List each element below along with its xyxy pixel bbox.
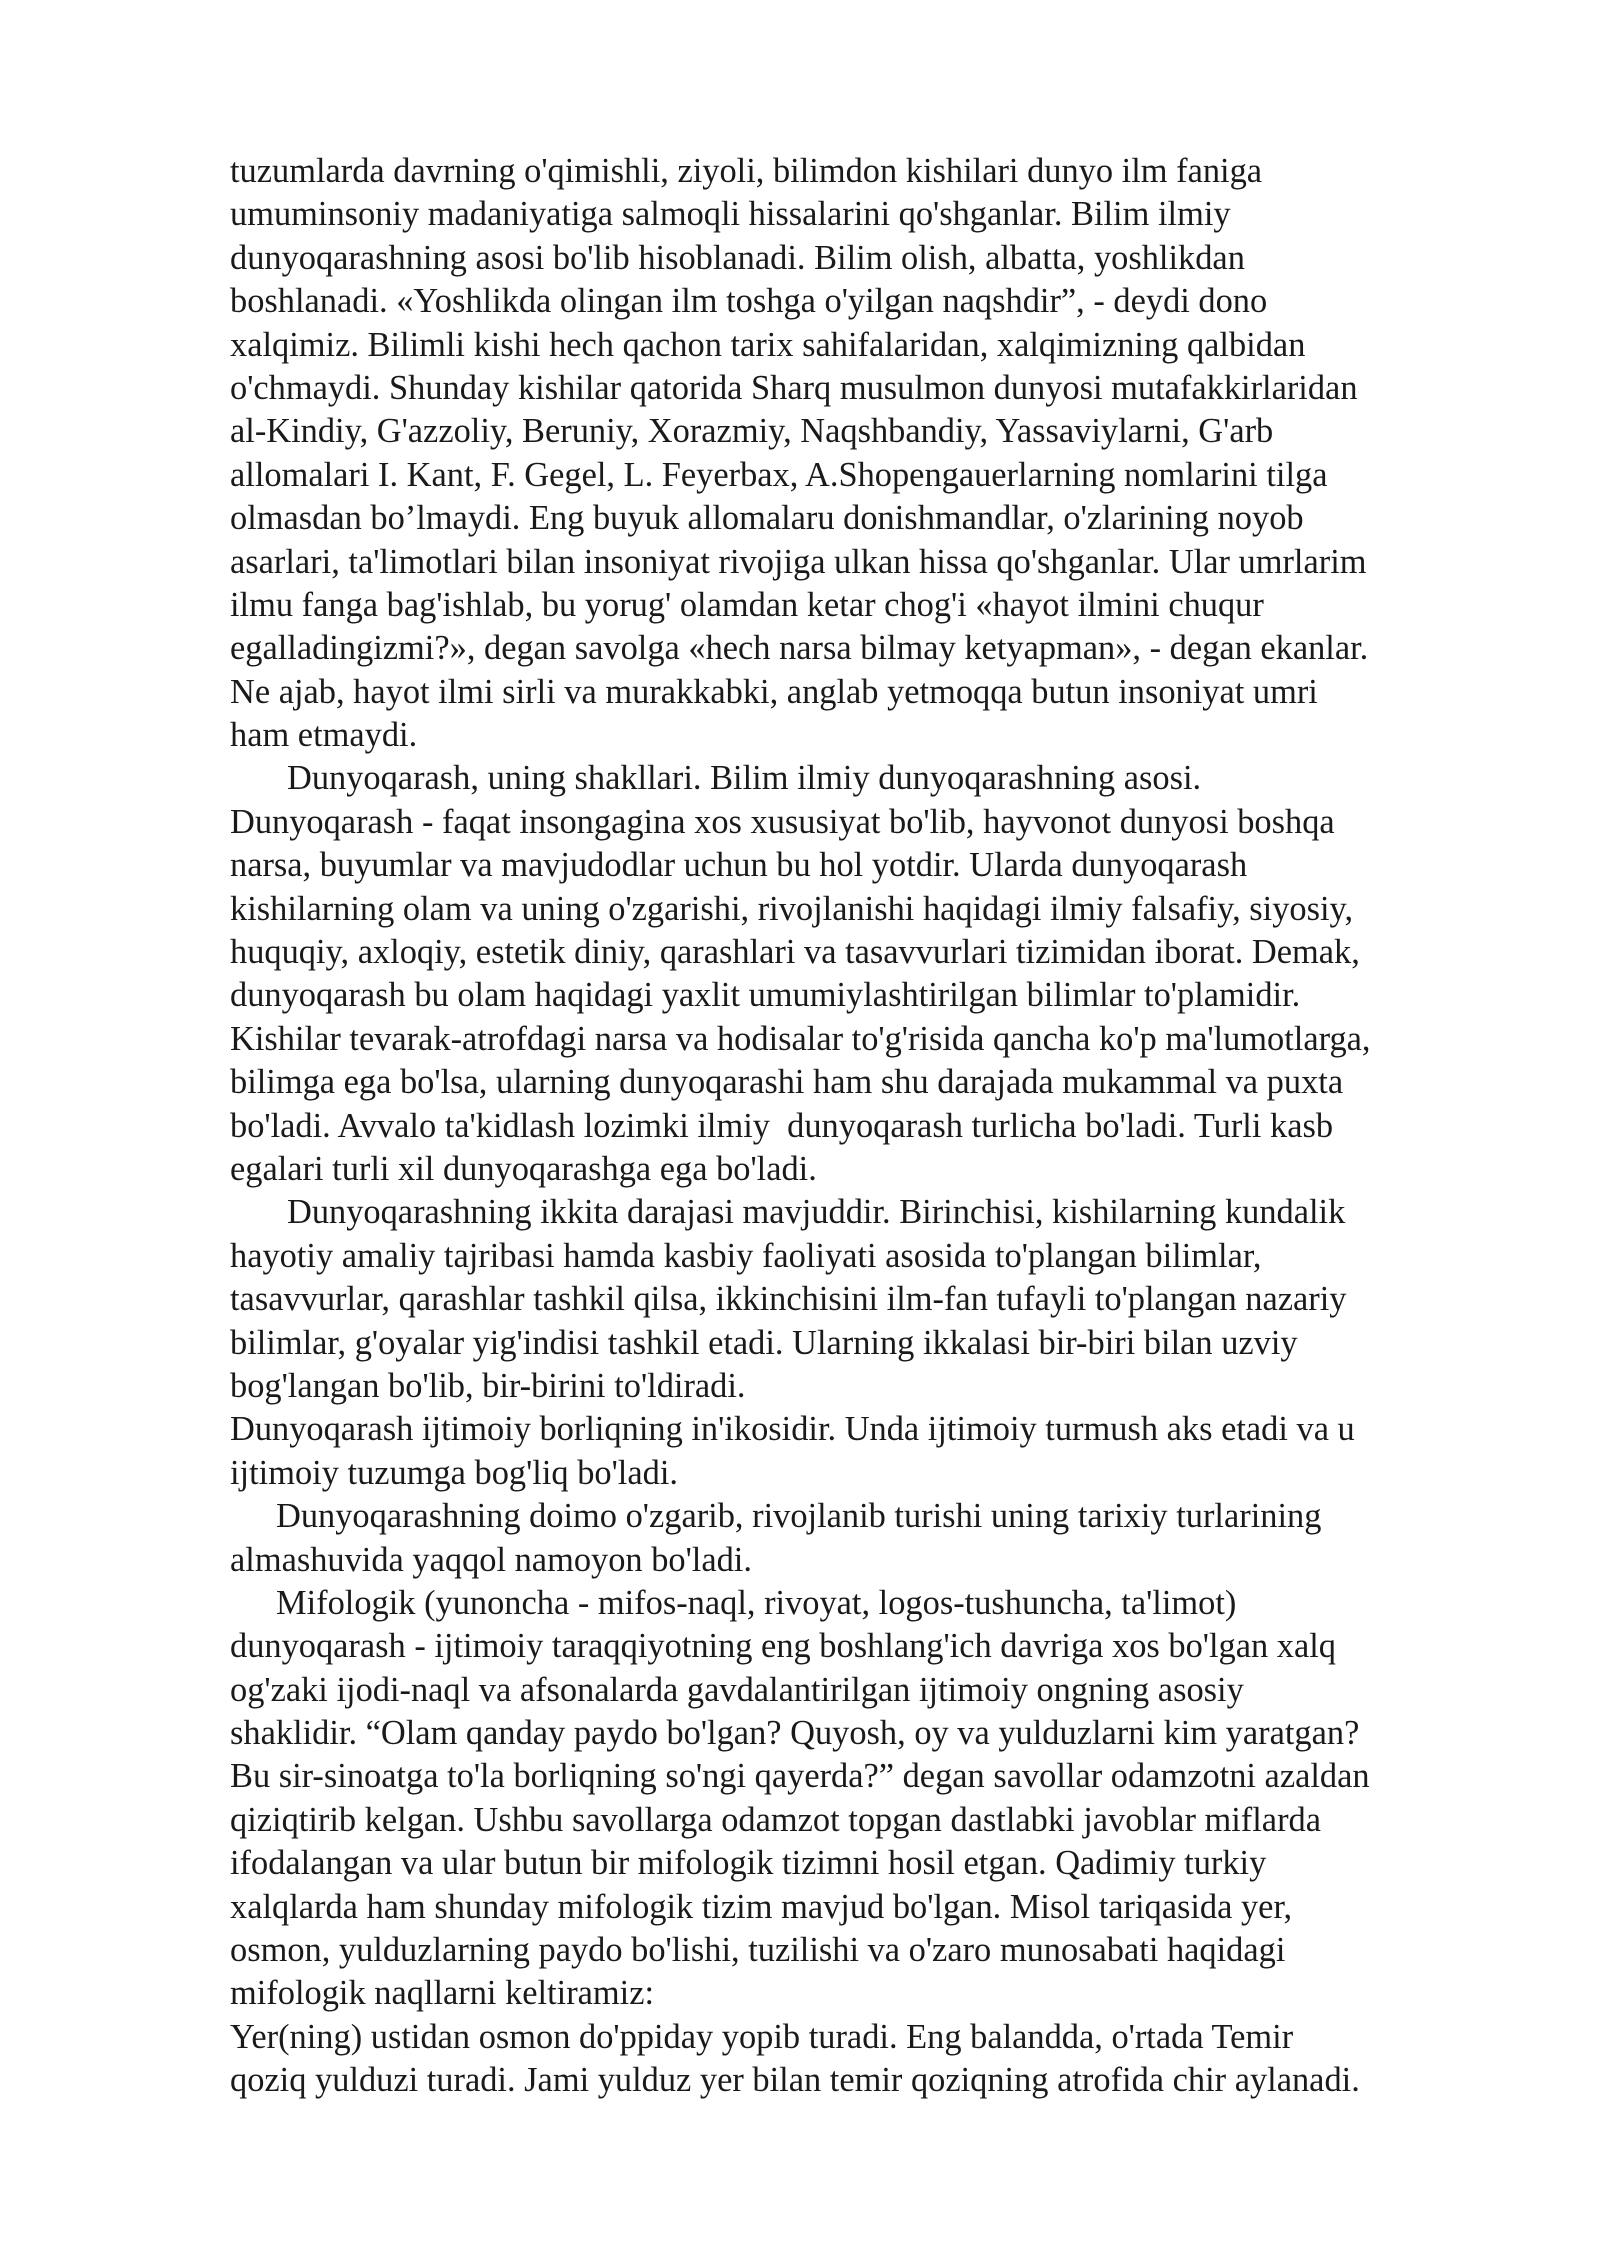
text-line: olmasdan bo’lmaydi. Eng buyuk allomalaru donishmandlar, o'zlarining noyob (230, 499, 1304, 538)
text-line: al-Kindiy, G'azzoliy, Beruniy, Xorazmiy, Naqshbandiy, Yassaviylarni, G'arb (230, 412, 1274, 451)
text-line: dunyoqarash - ijtimoiy taraqqiyotning eng boshlang'ich davriga xos bo'lgan xalq (230, 1627, 1336, 1666)
text-line: egalari turli xil dunyoqarashga ega bo'ladi. (230, 1149, 817, 1188)
text-line: egalladingizmi?», degan savolga «hech narsa bilmay ketyapman», - degan ekanlar. (230, 629, 1369, 668)
text-line: narsa, buyumlar va mavjudodlar uchun bu hol yotdir. Ularda dunyoqarash (230, 846, 1248, 885)
text-line: osmon, yulduzlarning paydo bo'lishi, tuzilishi va o'zaro munosabati haqidagi (230, 1931, 1286, 1970)
text-line: og'zaki ijodi-naql va afsonalarda gavdalantirilgan ijtimoiy ongning asosiy (230, 1670, 1244, 1709)
text-line: Mifologik (yunoncha - mifos-naql, rivoyat, logos-tushuncha, ta'limot) (276, 1583, 1237, 1622)
text-line: bog'langan bo'lib, bir-birini to'ldiradi. (230, 1366, 746, 1405)
text-line: ham etmaydi. (230, 716, 418, 755)
text-line: bilimga ega bo'lsa, ularning dunyoqarashi ham shu darajada mukammal va puxta (230, 1063, 1344, 1102)
text-line: Dunyoqarash - faqat insongagina xos xususiyat bo'lib, hayvonot dunyosi boshqa (230, 802, 1335, 841)
text-line: shaklidir. “Olam qanday paydo bo'lgan? Quyosh, oy va yulduzlarni kim yaratgan? (230, 1714, 1360, 1753)
text-line: Bu sir-sinoatga to'la borliqning so'ngi qayerda?” degan savollar odamzotni azaldan (230, 1757, 1370, 1796)
text-line: Dunyoqarashning doimo o'zgarib, rivojlanib turishi uning tarixiy turlarining (276, 1497, 1322, 1536)
text-line: hayotiy amaliy tajribasi hamda kasbiy faoliyati asosida to'plangan bilimlar, (230, 1236, 1262, 1275)
text-line: xalqlarda ham shunday mifologik tizim mavjud bo'lgan. Misol tariqasida yer, (230, 1887, 1293, 1926)
text-line: bo'ladi. Avvalo ta'kidlash lozimki ilmiy dunyoqarash turlicha bo'ladi. Turli kasb (230, 1106, 1334, 1145)
document-page (230, 150, 1500, 2103)
text-line: dunyoqarashning asosi bo'lib hisoblanadi. Bilim olish, albatta, yoshlikdan (230, 238, 1245, 277)
text-line: Dunyoqarash ijtimoiy borliqning in'ikosidir. Unda ijtimoiy turmush aks etadi va u (230, 1410, 1355, 1449)
text-line: huquqiy, axloqiy, estetik diniy, qarashlari va tasavvurlari tizimidan iborat. Demak, (230, 933, 1360, 972)
text-line: tuzumlarda davrning o'qimishli, ziyoli, bilimdon kishilari dunyo ilm faniga (230, 152, 1263, 190)
text-line: allomalari I. Kant, F. Gegel, L. Feyerbax, A.Shopengauerlarning nomlarini tilga (230, 455, 1328, 494)
text-line: almashuvida yaqqol namoyon bo'ladi. (230, 1540, 752, 1579)
text-line: tasavvurlar, qarashlar tashkil qilsa, ikkinchisini ilm-fan tufayli to'plangan nazariy (230, 1280, 1347, 1319)
text-line: boshlanadi. «Yoshlikda olingan ilm toshga o'yilgan naqshdir”, - deydi dono (230, 282, 1268, 321)
text-line: ifodalangan va ular butun bir mifologik tizimni hosil etgan. Qadimiy turkiy (230, 1844, 1267, 1883)
text-line: xalqimiz. Bilimli kishi hech qachon tarix sahifalaridan, xalqimizning qalbidan (230, 325, 1306, 364)
text-line: ilmu fanga bag'ishlab, bu yorug' olamdan ketar chog'i «hayot ilmini chuqur (230, 585, 1264, 624)
text-line: Ne ajab, hayot ilmi sirli va murakkabki, anglab yetmoqqa butun insoniyat umri (230, 672, 1318, 711)
text-line: Dunyoqarash, uning shakllari. Bilim ilmiy dunyoqarashning asosi. (287, 759, 1202, 798)
text-line: bilimlar, g'oyalar yig'indisi tashkil etadi. Ularning ikkalasi bir-biri bilan uzviy (230, 1323, 1298, 1362)
text-line: qoziq yulduzi turadi. Jami yulduz yer bilan temir qoziqning atrofida chir aylanadi. (230, 2061, 1360, 2100)
text-line: umuminsoniy madaniyatiga salmoqli hissalarini qo'shganlar. Bilim ilmiy (230, 195, 1231, 234)
text-line: kishilarning olam va uning o'zgarishi, rivojlanishi haqidagi ilmiy falsafiy, siyosiy, (230, 889, 1354, 928)
text-line: o'chmaydi. Shunday kishilar qatorida Sharq musulmon dunyosi mutafakkirlaridan (230, 368, 1358, 407)
text-line: Dunyoqarashning ikkita darajasi mavjuddir. Birinchisi, kishilarning kundalik (287, 1193, 1346, 1232)
text-line: Kishilar tevarak-atrofdagi narsa va hodisalar to'g'risida qancha ko'p ma'lumotlarga, (230, 1019, 1371, 1058)
text-line: dunyoqarash bu olam haqidagi yaxlit umumiylashtirilgan bilimlar to'plamidir. (230, 976, 1301, 1015)
text-line: asarlari, ta'limotlari bilan insoniyat rivojiga ulkan hissa qo'shganlar. Ular umrlarim (230, 542, 1367, 581)
text-line: qiziqtirib kelgan. Ushbu savollarga odamzot topgan dastlabki javoblar miflarda (230, 1800, 1321, 1839)
text-line: Yer(ning) ustidan osmon do'ppiday yopib turadi. Eng balandda, o'rtada Temir (230, 2017, 1294, 2056)
text-line: ijtimoiy tuzumga bog'liq bo'ladi. (230, 1453, 678, 1492)
text-line: mifologik naqllarni keltiramiz: (230, 1974, 655, 2013)
